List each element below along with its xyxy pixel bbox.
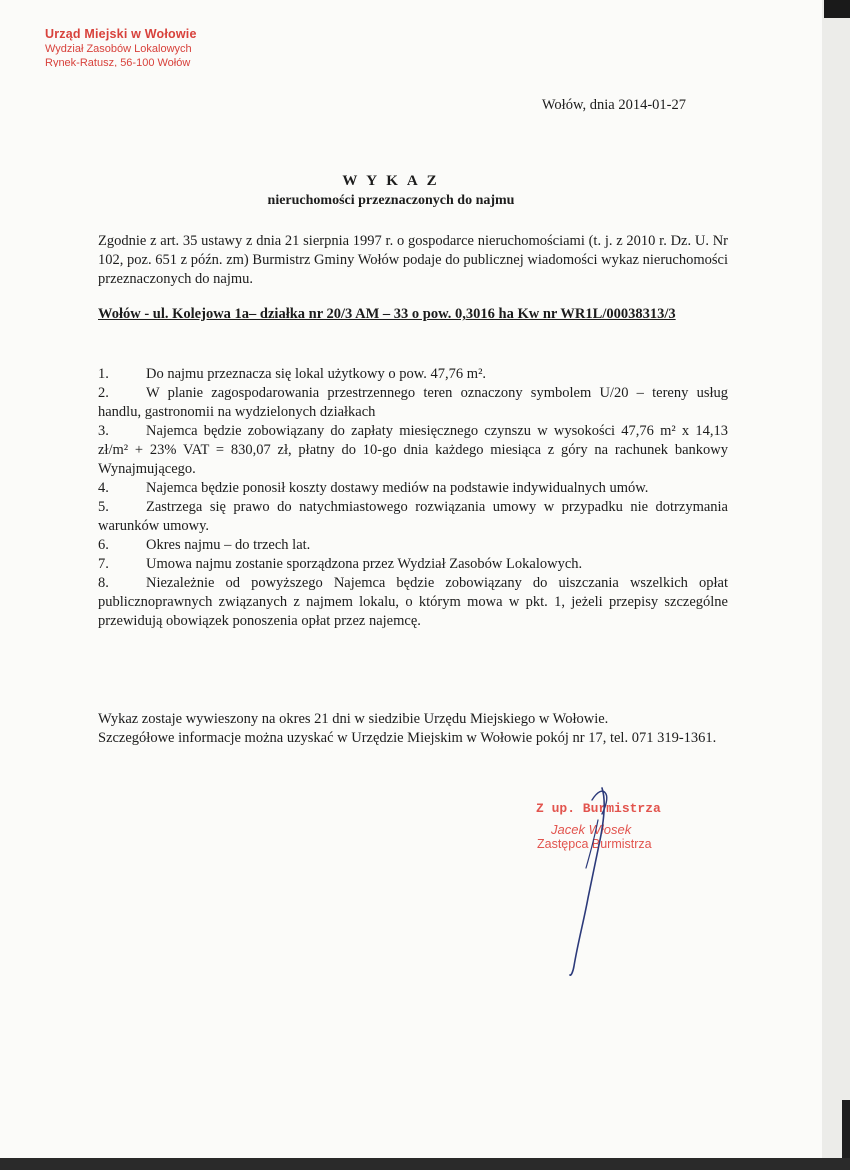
item-text: Umowa najmu zostanie sporządzona przez Wydział Zasobów Lokalowych. [146, 556, 583, 572]
item-number: 1. [98, 366, 109, 382]
signature-position: Zastępca Burmistrza [537, 837, 652, 851]
list-item [98, 422, 728, 479]
item-text: Do najmu przeznacza się lokal użytkowy o pow. 47,76 m². [146, 366, 487, 382]
intro-paragraph: Zgodnie z art. 35 ustawy z dnia 21 sierpnia 1997 r. o gospodarce nieruchomościami (t. j. z 2010 r. Dz. U. Nr 102, poz. 651 z późn. zm) Burmistrz Gminy Wołów podaje do publicznej wiadomości wykaz nieruchomości przeznaczonych do najmu. [98, 233, 728, 287]
item-number: 8. [98, 575, 109, 591]
stamp-department: Wydział Zasobów Lokalowych [45, 43, 192, 55]
terms-list [98, 365, 728, 631]
item-number: 5. [98, 499, 109, 515]
item-text: Niezależnie od powyższego Najemca będzie zobowiązany do uiszczania wszelkich opłat publicznoprawnych związanych z najmem lokalu, o którym mowa w pkt. 1, jeżeli przepisy szczególne przewidują obowiązek ponoszenia opłat przez najemcę. [98, 575, 728, 629]
signature-name: Jacek Włosek [551, 822, 632, 837]
scan-edge [822, 0, 850, 1170]
stamp-office: Urząd Miejski w Wołowie [45, 27, 197, 41]
office-stamp [45, 26, 197, 67]
list-item [98, 555, 728, 574]
item-text: Zastrzega się prawo do natychmiastowego rozwiązania umowy w przypadku nie dotrzymania warunków umowy. [98, 499, 728, 534]
list-item [98, 498, 728, 536]
item-text: Okres najmu – do trzech lat. [146, 537, 311, 553]
item-text: W planie zagospodarowania przestrzennego teren oznaczony symbolem U/20 – tereny usług handlu, gastronomii na wydzielonych działkach [98, 385, 728, 420]
closing-line-1: Wykaz zostaje wywieszony na okres 21 dni w siedzibie Urzędu Miejskiego w Wołowie. [98, 711, 609, 727]
handwritten-signature-icon [540, 780, 670, 980]
list-item [98, 536, 728, 555]
item-number: 3. [98, 423, 109, 439]
document-subtitle: nieruchomości przeznaczonych do najmu [267, 193, 515, 208]
item-number: 7. [98, 556, 109, 572]
scan-bottom-edge [0, 1158, 850, 1170]
item-text: Najemca będzie ponosił koszty dostawy mediów na podstawie indywidualnych umów. [146, 480, 649, 496]
item-text: Najemca będzie zobowiązany do zapłaty miesięcznego czynszu w wysokości 47,76 m² x 14,13 zł/m² + 23% VAT = 830,07 zł, płatny do 10-go dnia każdego miesiąca z góry na rachunek bankowy Wynajmującego. [98, 423, 728, 477]
item-number: 6. [98, 537, 109, 553]
list-item [98, 384, 728, 422]
item-number: 4. [98, 480, 109, 496]
scan-corner-mark [824, 0, 850, 18]
closing-line-2: Szczegółowe informacje można uzyskać w Urzędzie Miejskim w Wołowie pokój nr 17, tel. 071 319-1361. [98, 730, 717, 746]
item-number: 2. [98, 385, 109, 401]
signature-role: Z up. Burmistrza [536, 801, 661, 816]
list-item [98, 365, 728, 384]
list-item [98, 574, 728, 631]
list-item [98, 479, 728, 498]
closing-paragraph [98, 710, 728, 748]
date-line: Wołów, dnia 2014-01-27 [541, 97, 686, 113]
document-title: W Y K A Z [342, 173, 440, 189]
property-description: Wołów - ul. Kolejowa 1a– działka nr 20/3 AM – 33 o pow. 0,3016 ha Kw nr WR1L/00038313/3 [98, 306, 676, 322]
stamp-address: Rynek-Ratusz, 56-100 Wołów [45, 57, 191, 67]
